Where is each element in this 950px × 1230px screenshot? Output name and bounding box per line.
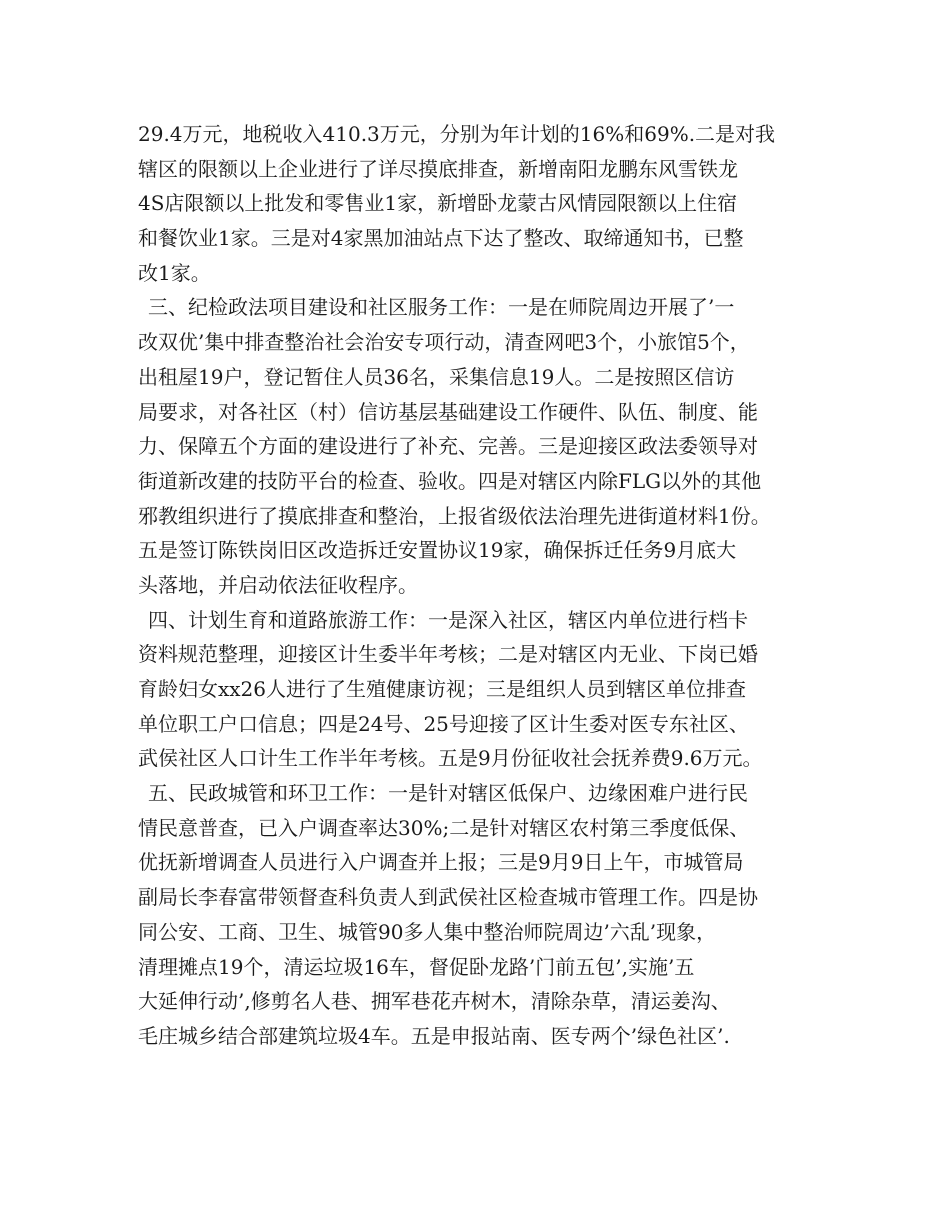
text-line: 改1家。 [138,260,211,285]
text-line: 4S店限额以上批发和零售业1家，新增卧龙蒙古风情园限额以上住宿 [138,191,738,216]
text-line: 29.4万元，地税收入410.3万元，分别为年计划的16%和69%.二是对我 [138,122,776,146]
text-line: 毛庄城乡结合部建筑垃圾4车。五是申报站南、医专两个’绿色社区’. [138,1023,730,1048]
text-line: 同公安、工商、卫生、城管90多人集中整治师院周边’六乱’现象， [138,919,717,944]
text-line: 力、保障五个方面的建设进行了补充、完善。三是迎接区政法委领导对 [138,434,758,459]
text-line: 情民意普查，已入户调查率达30%;二是针对辖区农村第三季度低保、 [138,815,750,840]
text-line: 头落地，并启动依法征收程序。 [138,572,418,597]
text-line: 武侯社区人口计生工作半年考核。五是9月份征收社会抚养费9.6万元。 [138,746,763,771]
text-line: 育龄妇女xx26人进行了生殖健康访视；三是组织人员到辖区单位排查 [138,677,747,701]
text-line: 优抚新增调查人员进行入户调查并上报；三是9月9日上午，市城管局 [138,850,744,875]
text-line: 大延伸行动’,修剪名人巷、拥军巷花卉树木，清除杂草，清运姜沟、 [138,989,731,1014]
text-line: 出租屋19户，登记暂住人员36名，采集信息19人。二是按照区信访 [138,364,735,389]
text-line: 资料规范整理，迎接区计生委半年考核；二是对辖区内无业、下岗已婚 [138,642,758,667]
document-body [138,117,838,1054]
text-line: 副局长李春富带领督查科负责人到武侯社区检查城市管理工作。四是协 [138,885,758,910]
section-heading-line: 三、纪检政法项目建设和社区服务工作：一是在师院周边开展了’一 [148,295,735,320]
text-line: 局要求，对各社区（村）信访基层基础建设工作硬件、队伍、制度、能 [138,399,758,424]
text-line: 邪教组织进行了摸底排查和整治，上报省级依法治理先进街道材料1份。 [138,503,771,528]
text-line: 辖区的限额以上企业进行了详尽摸底排查，新增南阳龙鹏东风雪铁龙 [138,156,738,181]
section-heading-line: 四、计划生育和道路旅游工作：一是深入社区，辖区内单位进行档卡 [148,607,748,632]
text-line: 和餐饮业1家。三是对4家黑加油站点下达了整改、取缔通知书，已整 [138,226,744,251]
text-line: 街道新改建的技防平台的检查、验收。四是对辖区内除FLG以外的其他 [138,468,762,493]
section-heading-line: 五、民政城管和环卫工作：一是针对辖区低保户、边缘困难户进行民 [148,781,748,806]
text-line: 单位职工户口信息；四是24号、25号迎接了区计生委对医专东社区、 [138,711,749,736]
text-line: 五是签订陈铁岗旧区改造拆迁安置协议19家，确保拆迁任务9月底大 [138,538,737,563]
text-line: 清理摊点19个，清运垃圾16车，督促卧龙路’门前五包’,实施’五 [138,954,695,979]
text-line: 改双优’集中排查整治社会治安专项行动，清查网吧3个，小旅馆5个， [138,330,750,355]
